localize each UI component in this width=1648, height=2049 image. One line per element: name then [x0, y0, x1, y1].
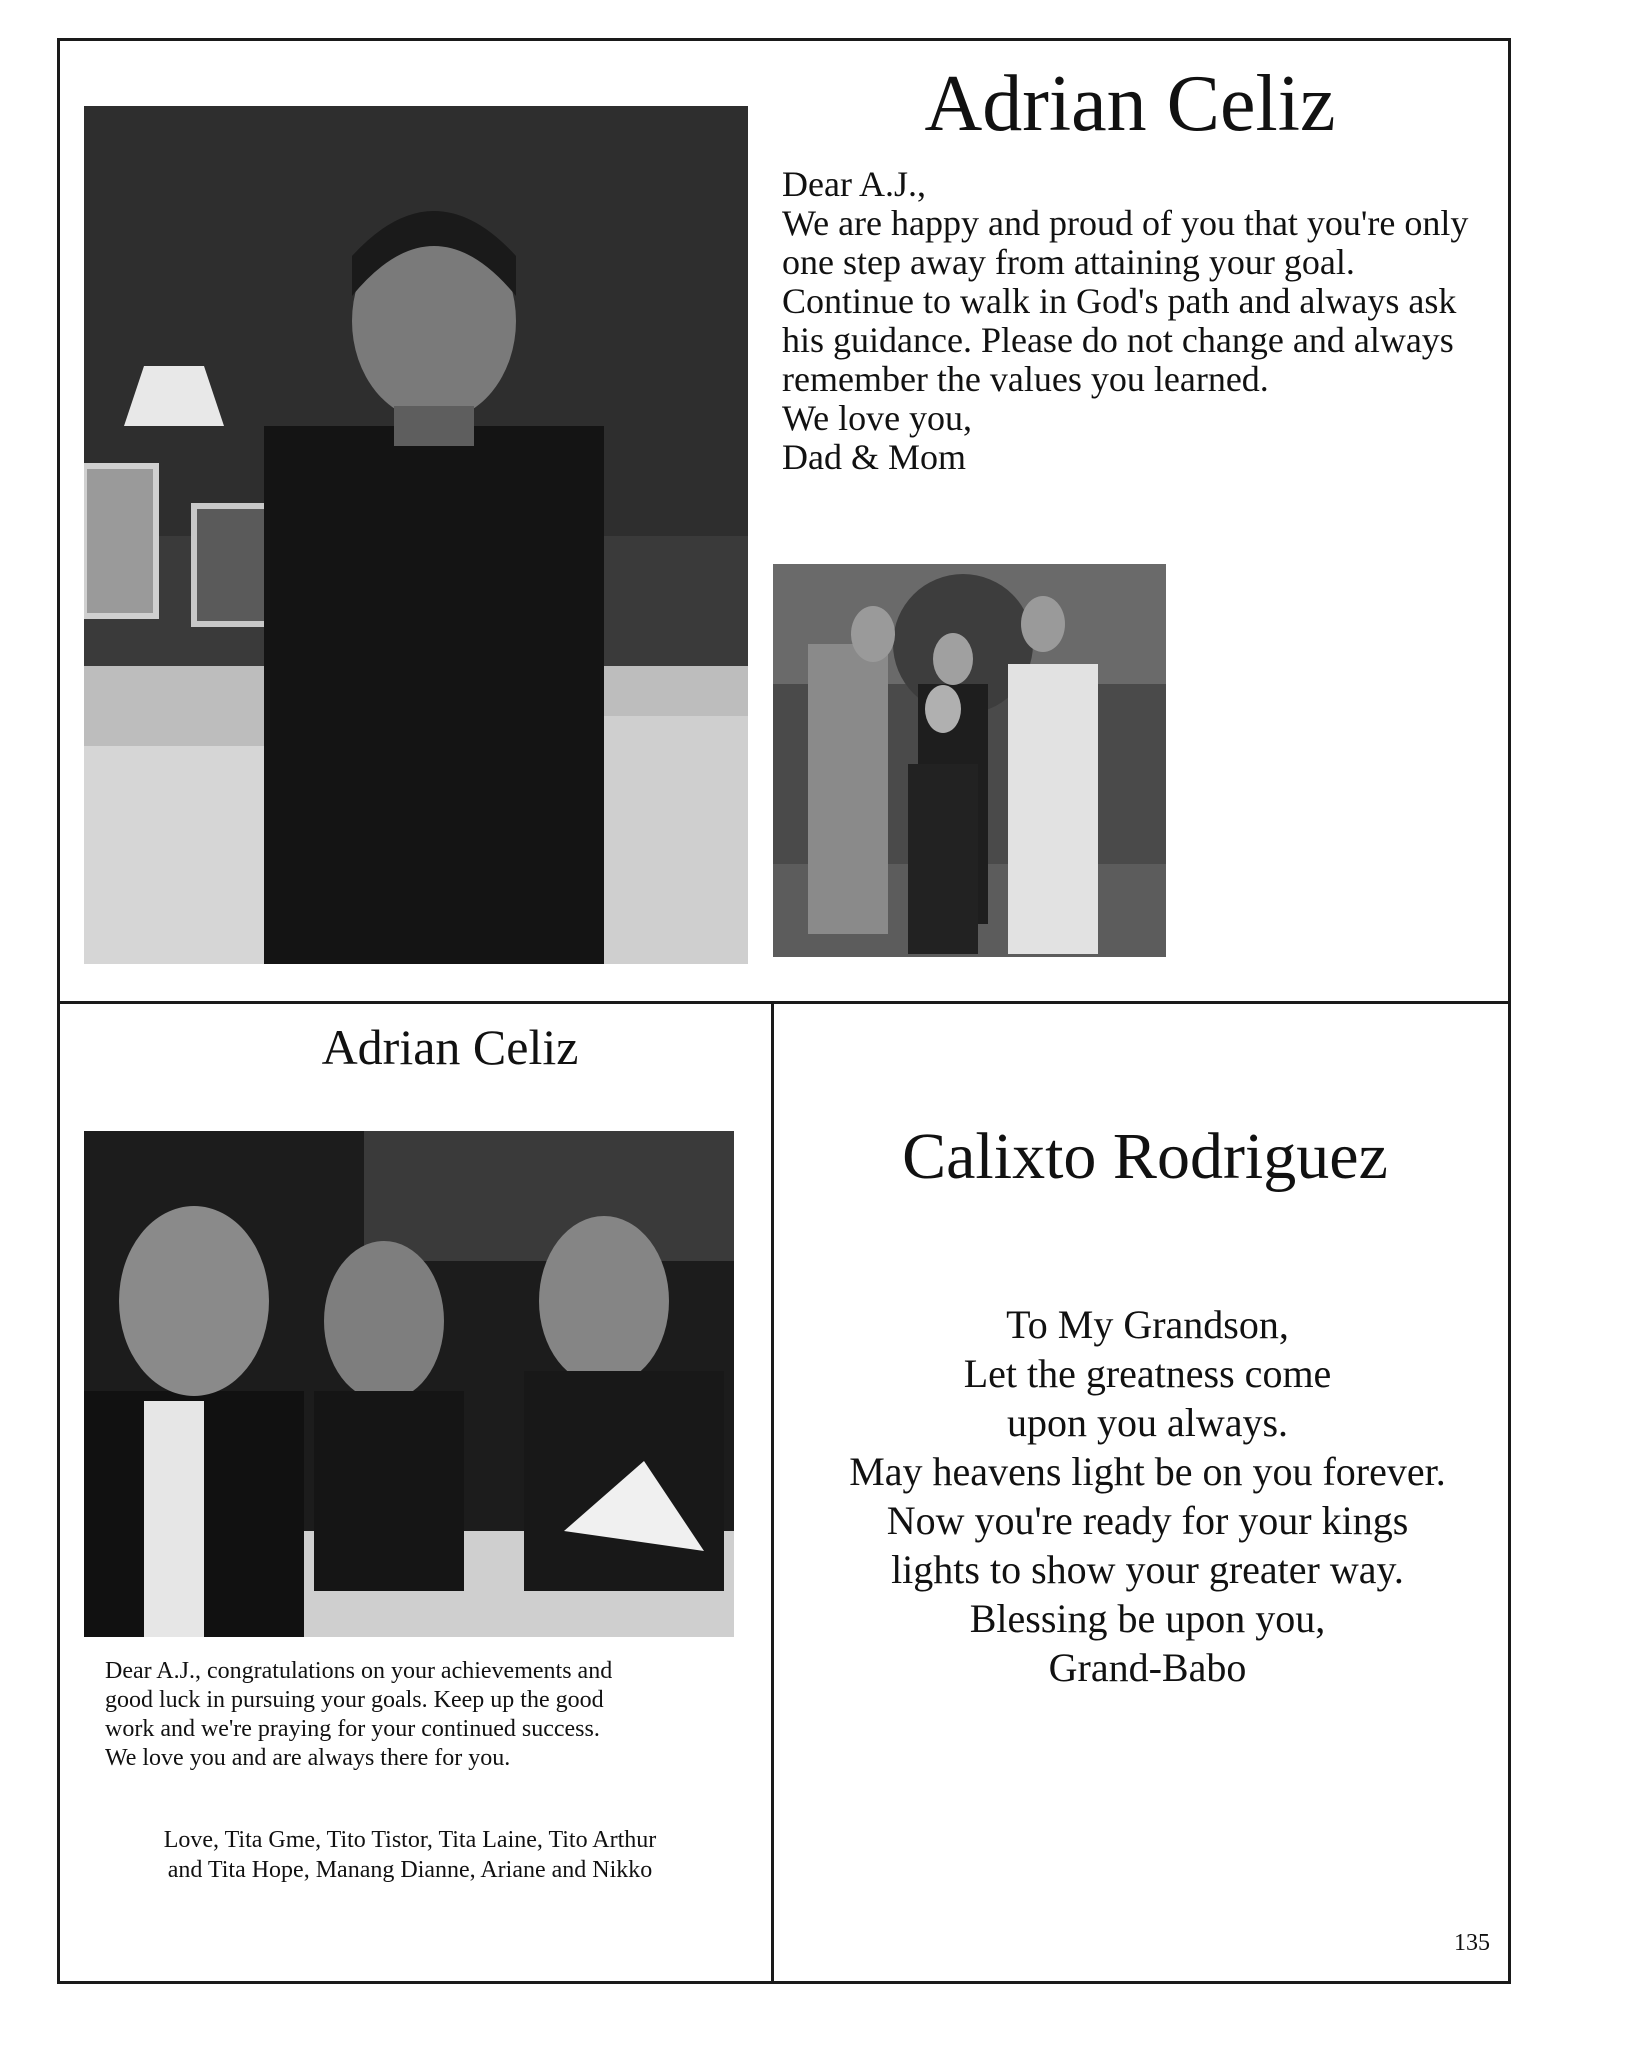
letter-line: Continue to walk in God's path and always ask — [782, 281, 1457, 321]
poem-line: Now you're ready for your kings — [886, 1498, 1409, 1543]
letter-line: We are happy and proud of you that you're only — [782, 203, 1469, 243]
family-signature — [100, 1825, 720, 1885]
group-dinner-photo — [84, 1131, 734, 1637]
letter-line: remember the values you learned. — [782, 359, 1269, 399]
letter-line: Dad & Mom — [782, 437, 966, 477]
vertical-divider — [771, 1001, 774, 1984]
family-photo — [773, 564, 1166, 957]
portrait-photo — [84, 106, 748, 964]
adrian-celiz-title: Adrian Celiz — [924, 60, 1336, 148]
page-number: 135 — [1454, 1930, 1490, 1956]
poem-line: To My Grandson, — [1006, 1302, 1289, 1347]
adrian-celiz-subtitle: Adrian Celiz — [321, 1019, 579, 1075]
poem-line: May heavens light be on you forever. — [849, 1449, 1446, 1494]
poem-line: Let the greatness come — [963, 1351, 1332, 1396]
message-line: work and we're praying for your continued success. — [105, 1716, 600, 1742]
letter-line: We love you, — [782, 398, 973, 438]
grandson-poem — [790, 1300, 1505, 1692]
letter-line: Dear A.J., — [782, 164, 926, 204]
poem-line: upon you always. — [1006, 1400, 1289, 1445]
poem-line: lights to show your greater way. — [891, 1547, 1404, 1592]
calixto-rodriguez-title: Calixto Rodriguez — [902, 1120, 1388, 1193]
poem-line: Grand-Babo — [1048, 1645, 1247, 1690]
message-line: good luck in pursuing your goals. Keep up the good — [105, 1687, 604, 1713]
message-line: We love you and are always there for you. — [105, 1745, 511, 1771]
message-line: Dear A.J., congratulations on your achievements and — [105, 1658, 613, 1684]
letter-line: his guidance. Please do not change and always — [782, 320, 1454, 360]
congratulations-message — [105, 1657, 755, 1773]
signature-line: and Tita Hope, Manang Dianne, Ariane and Nikko — [167, 1857, 653, 1883]
letter-line: one step away from attaining your goal. — [782, 242, 1355, 282]
letter-from-parents — [782, 165, 1482, 477]
signature-line: Love, Tita Gme, Tito Tistor, Tita Laine, Tito Arthur — [163, 1827, 657, 1853]
poem-line: Blessing be upon you, — [969, 1596, 1326, 1641]
horizontal-divider — [57, 1001, 1511, 1004]
